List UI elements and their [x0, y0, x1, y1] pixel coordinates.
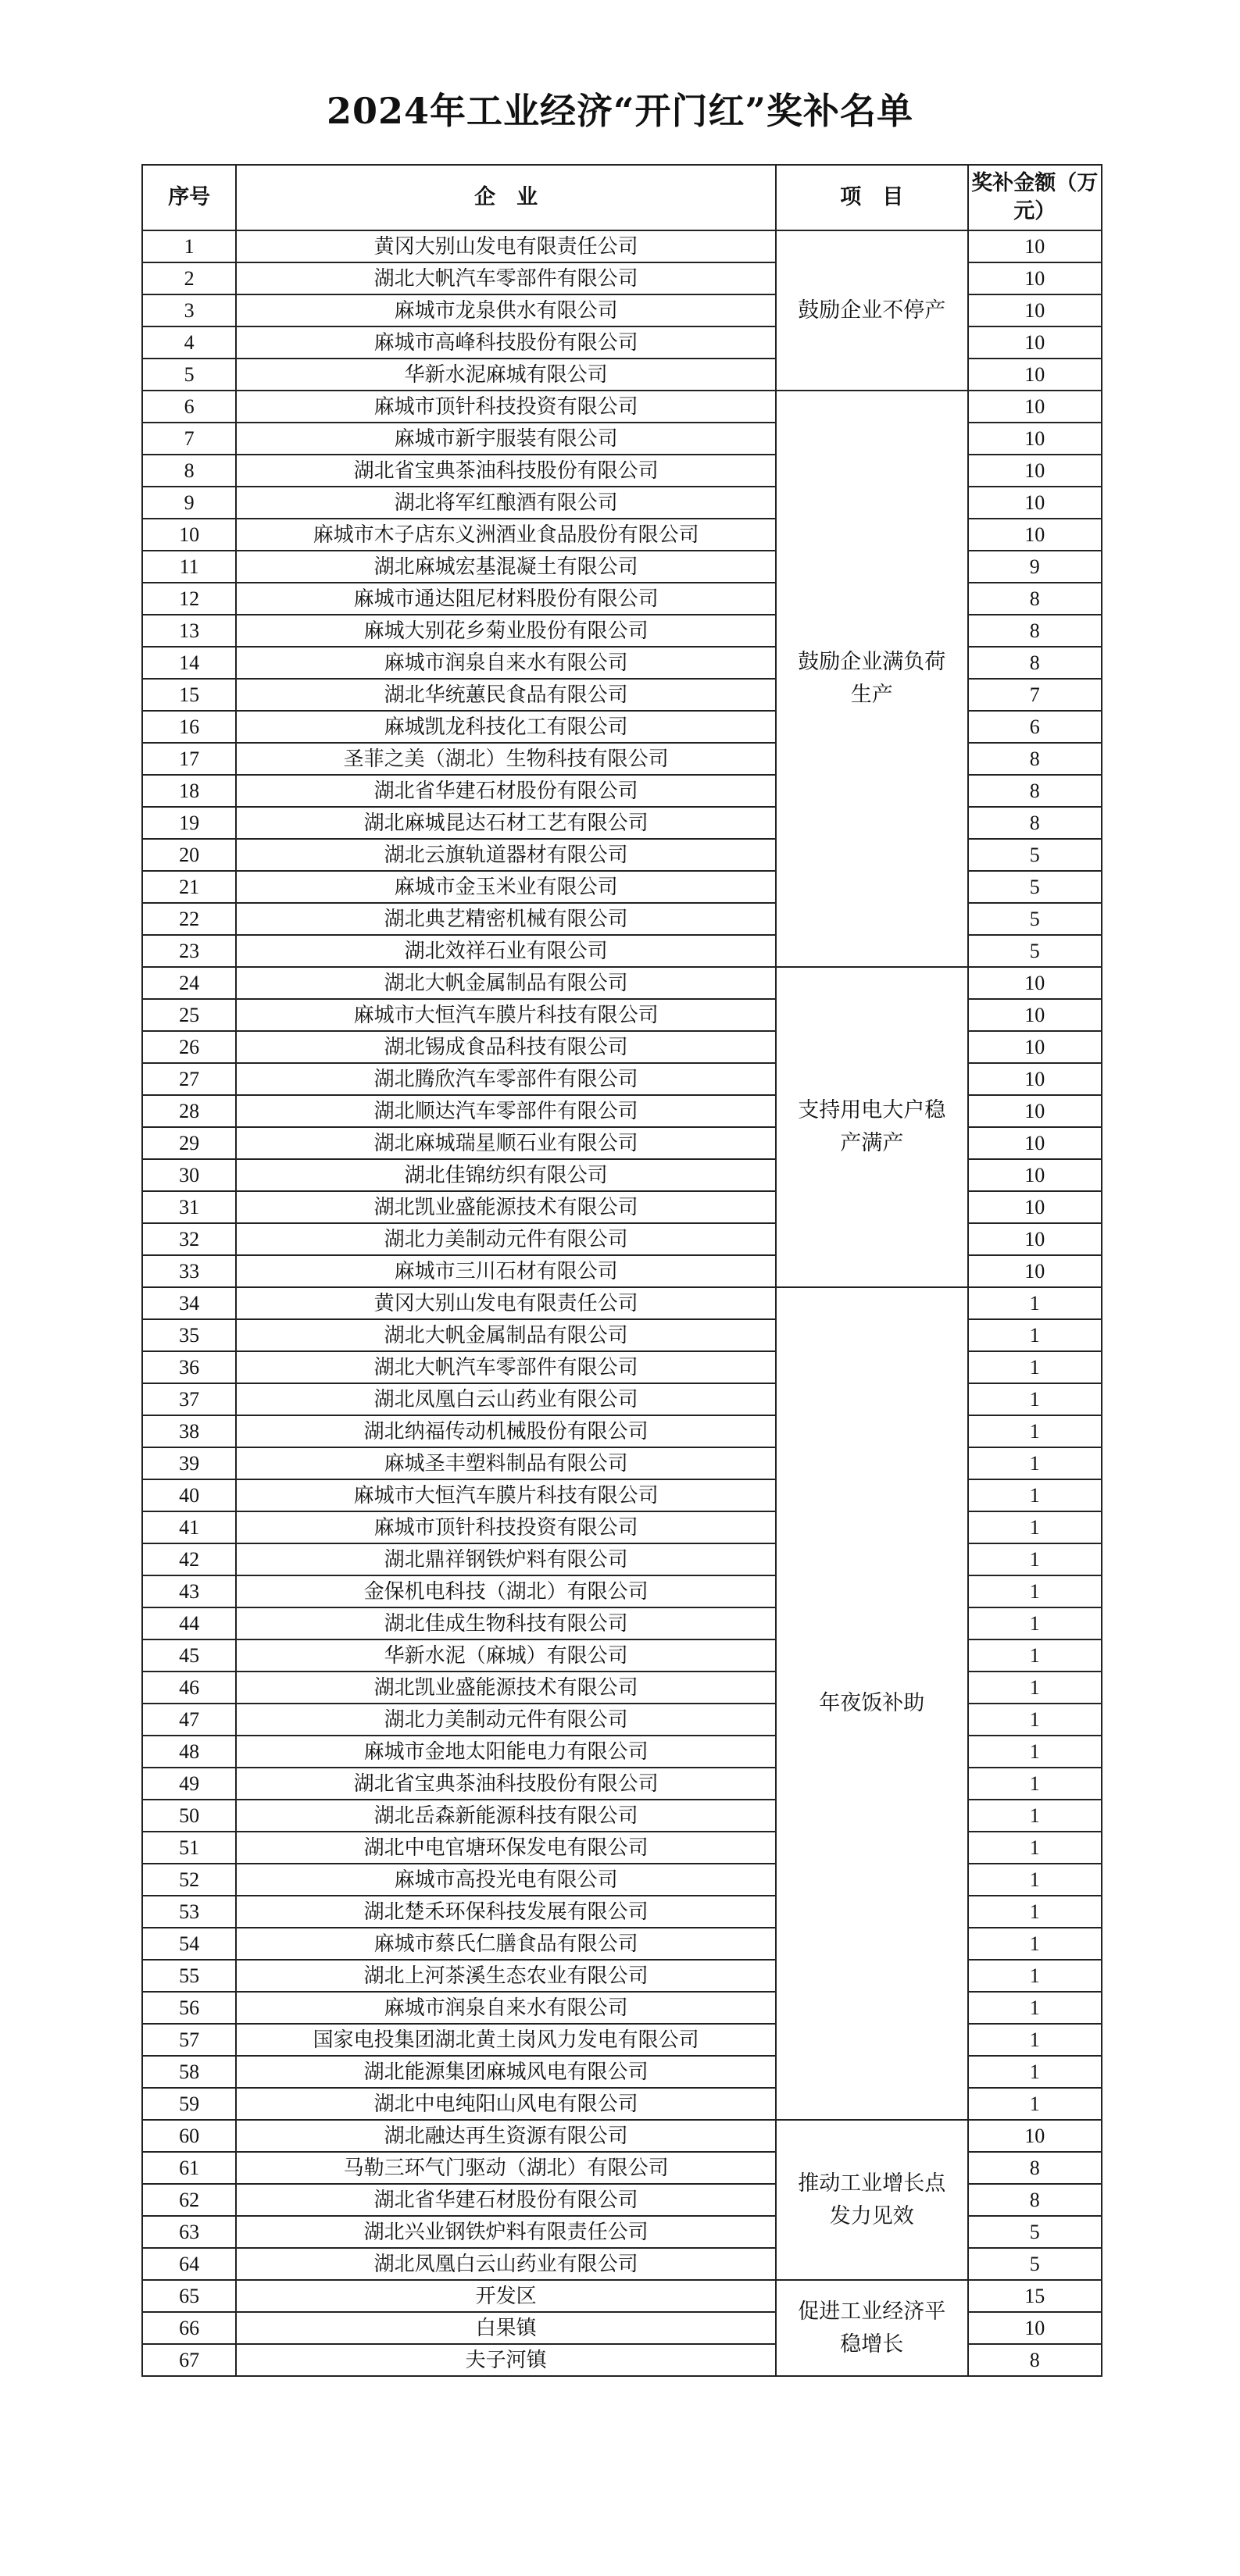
row-company: 湖北麻城宏基混凝土有限公司: [236, 551, 776, 583]
row-seq: 65: [142, 2280, 236, 2312]
row-seq: 22: [142, 903, 236, 935]
row-seq: 48: [142, 1736, 236, 1768]
row-amount: 10: [968, 1159, 1102, 1191]
row-amount: 10: [968, 1127, 1102, 1159]
row-amount: 1: [968, 1319, 1102, 1351]
row-seq: 32: [142, 1223, 236, 1255]
row-seq: 55: [142, 1960, 236, 1992]
award-table: [141, 164, 1102, 2377]
row-company: 湖北效祥石业有限公司: [236, 935, 776, 967]
row-amount: 10: [968, 262, 1102, 294]
row-company: 湖北云旗轨道器材有限公司: [236, 839, 776, 871]
row-company: 湖北纳福传动机械股份有限公司: [236, 1415, 776, 1447]
row-project: 年夜饭补助: [776, 1287, 968, 2120]
row-seq: 6: [142, 391, 236, 423]
row-company: 湖北中电官塘环保发电有限公司: [236, 1832, 776, 1864]
row-seq: 31: [142, 1191, 236, 1223]
row-company: 黄冈大别山发电有限责任公司: [236, 230, 776, 262]
row-seq: 8: [142, 455, 236, 487]
row-seq: 52: [142, 1864, 236, 1896]
row-amount: 5: [968, 2216, 1102, 2248]
row-amount: 1: [968, 1447, 1102, 1479]
row-amount: 10: [968, 359, 1102, 391]
row-amount: 1: [968, 2056, 1102, 2088]
row-seq: 37: [142, 1383, 236, 1415]
row-amount: 10: [968, 2120, 1102, 2152]
row-company: 湖北华统蕙民食品有限公司: [236, 679, 776, 711]
row-amount: 7: [968, 679, 1102, 711]
row-company: 马勒三环气门驱动（湖北）有限公司: [236, 2152, 776, 2184]
row-amount: 1: [968, 1800, 1102, 1832]
row-company: 湖北兴业钢铁炉料有限责任公司: [236, 2216, 776, 2248]
row-amount: 10: [968, 1095, 1102, 1127]
row-company: 麻城市金玉米业有限公司: [236, 871, 776, 903]
row-project: 鼓励企业不停产: [776, 230, 968, 391]
row-company: 湖北鼎祥钢铁炉料有限公司: [236, 1543, 776, 1575]
table-row: [142, 1287, 1102, 1319]
row-amount: 8: [968, 647, 1102, 679]
row-amount: 8: [968, 2184, 1102, 2216]
row-amount: 10: [968, 999, 1102, 1031]
row-company: 麻城市高投光电有限公司: [236, 1864, 776, 1896]
row-seq: 29: [142, 1127, 236, 1159]
row-amount: 1: [968, 1704, 1102, 1736]
row-amount: 10: [968, 230, 1102, 262]
row-amount: 5: [968, 903, 1102, 935]
row-company: 湖北顺达汽车零部件有限公司: [236, 1095, 776, 1127]
row-amount: 10: [968, 2312, 1102, 2344]
row-amount: 1: [968, 1960, 1102, 1992]
row-seq: 67: [142, 2344, 236, 2376]
header-company: 企 业: [236, 165, 776, 230]
row-amount: 1: [968, 1383, 1102, 1415]
row-amount: 5: [968, 2248, 1102, 2280]
page-title: 2024年工业经济“开门红”奖补名单: [327, 90, 913, 132]
row-company: 湖北凯业盛能源技术有限公司: [236, 1191, 776, 1223]
row-amount: 8: [968, 775, 1102, 807]
row-company: 湖北省宝典茶油科技股份有限公司: [236, 1768, 776, 1800]
row-company: 开发区: [236, 2280, 776, 2312]
row-seq: 66: [142, 2312, 236, 2344]
row-company: 圣菲之美（湖北）生物科技有限公司: [236, 743, 776, 775]
row-amount: 1: [968, 1768, 1102, 1800]
row-amount: 10: [968, 326, 1102, 359]
row-company: 湖北凤凰白云山药业有限公司: [236, 2248, 776, 2280]
row-seq: 12: [142, 583, 236, 615]
row-seq: 4: [142, 326, 236, 359]
table-row: [142, 391, 1102, 423]
row-amount: 15: [968, 2280, 1102, 2312]
row-amount: 6: [968, 711, 1102, 743]
row-amount: 1: [968, 1543, 1102, 1575]
row-company: 湖北佳成生物科技有限公司: [236, 1607, 776, 1639]
table-row: [142, 967, 1102, 999]
row-amount: 8: [968, 743, 1102, 775]
row-amount: 10: [968, 1031, 1102, 1063]
row-amount: 8: [968, 807, 1102, 839]
row-seq: 47: [142, 1704, 236, 1736]
row-company: 金保机电科技（湖北）有限公司: [236, 1575, 776, 1607]
row-amount: 1: [968, 1832, 1102, 1864]
row-seq: 18: [142, 775, 236, 807]
row-company: 麻城市顶针科技投资有限公司: [236, 1511, 776, 1543]
row-amount: 1: [968, 1351, 1102, 1383]
row-seq: 60: [142, 2120, 236, 2152]
row-seq: 3: [142, 294, 236, 326]
row-seq: 36: [142, 1351, 236, 1383]
row-amount: 10: [968, 1063, 1102, 1095]
row-seq: 44: [142, 1607, 236, 1639]
row-company: 国家电投集团湖北黄土岗风力发电有限公司: [236, 2024, 776, 2056]
row-seq: 20: [142, 839, 236, 871]
row-amount: 10: [968, 294, 1102, 326]
row-company: 黄冈大别山发电有限责任公司: [236, 1287, 776, 1319]
row-amount: 10: [968, 487, 1102, 519]
row-amount: 10: [968, 391, 1102, 423]
row-company: 麻城大别花乡菊业股份有限公司: [236, 615, 776, 647]
header-amount: 奖补金额（万元）: [968, 165, 1102, 230]
table-row: [142, 2120, 1102, 2152]
row-company: 湖北力美制动元件有限公司: [236, 1704, 776, 1736]
row-seq: 49: [142, 1768, 236, 1800]
row-company: 华新水泥麻城有限公司: [236, 359, 776, 391]
row-amount: 1: [968, 1928, 1102, 1960]
row-company: 湖北凯业盛能源技术有限公司: [236, 1672, 776, 1704]
row-amount: 1: [968, 1639, 1102, 1672]
row-project: 鼓励企业满负荷生产: [776, 391, 968, 967]
row-seq: 15: [142, 679, 236, 711]
row-company: 麻城市龙泉供水有限公司: [236, 294, 776, 326]
row-company: 麻城凯龙科技化工有限公司: [236, 711, 776, 743]
row-amount: 8: [968, 615, 1102, 647]
row-company: 湖北上河茶溪生态农业有限公司: [236, 1960, 776, 1992]
row-company: 湖北能源集团麻城风电有限公司: [236, 2056, 776, 2088]
row-company: 湖北省华建石材股份有限公司: [236, 2184, 776, 2216]
row-company: 湖北大帆金属制品有限公司: [236, 967, 776, 999]
row-amount: 1: [968, 1864, 1102, 1896]
row-seq: 59: [142, 2088, 236, 2120]
row-project: 促进工业经济平稳增长: [776, 2280, 968, 2376]
row-amount: 5: [968, 935, 1102, 967]
row-seq: 1: [142, 230, 236, 262]
row-seq: 63: [142, 2216, 236, 2248]
row-company: 麻城市金地太阳能电力有限公司: [236, 1736, 776, 1768]
row-seq: 24: [142, 967, 236, 999]
row-seq: 56: [142, 1992, 236, 2024]
row-amount: 5: [968, 839, 1102, 871]
row-seq: 27: [142, 1063, 236, 1095]
row-seq: 41: [142, 1511, 236, 1543]
row-seq: 13: [142, 615, 236, 647]
row-seq: 50: [142, 1800, 236, 1832]
row-amount: 8: [968, 2152, 1102, 2184]
row-seq: 26: [142, 1031, 236, 1063]
row-seq: 53: [142, 1896, 236, 1928]
row-amount: 1: [968, 1511, 1102, 1543]
row-amount: 10: [968, 1255, 1102, 1287]
row-seq: 64: [142, 2248, 236, 2280]
row-company: 湖北凤凰白云山药业有限公司: [236, 1383, 776, 1415]
row-company: 湖北佳锦纺织有限公司: [236, 1159, 776, 1191]
row-seq: 5: [142, 359, 236, 391]
row-company: 麻城市新宇服装有限公司: [236, 423, 776, 455]
row-amount: 10: [968, 423, 1102, 455]
row-amount: 1: [968, 1415, 1102, 1447]
row-seq: 46: [142, 1672, 236, 1704]
row-company: 湖北大帆汽车零部件有限公司: [236, 1351, 776, 1383]
row-company: 湖北省宝典茶油科技股份有限公司: [236, 455, 776, 487]
row-seq: 17: [142, 743, 236, 775]
row-company: 湖北典艺精密机械有限公司: [236, 903, 776, 935]
row-company: 麻城市顶针科技投资有限公司: [236, 391, 776, 423]
row-seq: 10: [142, 519, 236, 551]
row-seq: 61: [142, 2152, 236, 2184]
row-company: 麻城市高峰科技股份有限公司: [236, 326, 776, 359]
row-company: 湖北楚禾环保科技发展有限公司: [236, 1896, 776, 1928]
row-seq: 21: [142, 871, 236, 903]
row-amount: 1: [968, 2088, 1102, 2120]
row-amount: 10: [968, 519, 1102, 551]
row-seq: 33: [142, 1255, 236, 1287]
row-company: 麻城市大恒汽车膜片科技有限公司: [236, 1479, 776, 1511]
row-amount: 10: [968, 967, 1102, 999]
row-company: 麻城市蔡氏仁膳食品有限公司: [236, 1928, 776, 1960]
row-amount: 9: [968, 551, 1102, 583]
row-seq: 54: [142, 1928, 236, 1960]
row-amount: 10: [968, 1223, 1102, 1255]
row-company: 湖北力美制动元件有限公司: [236, 1223, 776, 1255]
row-seq: 45: [142, 1639, 236, 1672]
header-row: [142, 165, 1102, 230]
row-amount: 1: [968, 1575, 1102, 1607]
row-company: 麻城圣丰塑料制品有限公司: [236, 1447, 776, 1479]
row-seq: 57: [142, 2024, 236, 2056]
row-seq: 9: [142, 487, 236, 519]
row-amount: 8: [968, 2344, 1102, 2376]
row-amount: 10: [968, 455, 1102, 487]
row-seq: 14: [142, 647, 236, 679]
row-company: 湖北大帆汽车零部件有限公司: [236, 262, 776, 294]
row-seq: 51: [142, 1832, 236, 1864]
table-row: [142, 2280, 1102, 2312]
row-project: 推动工业增长点发力见效: [776, 2120, 968, 2280]
header-seq: 序号: [142, 165, 236, 230]
row-seq: 16: [142, 711, 236, 743]
row-amount: 1: [968, 1287, 1102, 1319]
row-seq: 28: [142, 1095, 236, 1127]
row-amount: 5: [968, 871, 1102, 903]
row-company: 麻城市润泉自来水有限公司: [236, 1992, 776, 2024]
row-company: 白果镇: [236, 2312, 776, 2344]
row-company: 湖北岳森新能源科技有限公司: [236, 1800, 776, 1832]
row-seq: 7: [142, 423, 236, 455]
row-project: 支持用电大户稳产满产: [776, 967, 968, 1287]
row-company: 麻城市大恒汽车膜片科技有限公司: [236, 999, 776, 1031]
row-amount: 1: [968, 1736, 1102, 1768]
row-amount: 1: [968, 1672, 1102, 1704]
row-amount: 8: [968, 583, 1102, 615]
row-company: 麻城市通达阻尼材料股份有限公司: [236, 583, 776, 615]
row-company: 湖北麻城瑞星顺石业有限公司: [236, 1127, 776, 1159]
row-seq: 2: [142, 262, 236, 294]
row-company: 华新水泥（麻城）有限公司: [236, 1639, 776, 1672]
row-company: 夫子河镇: [236, 2344, 776, 2376]
row-company: 麻城市润泉自来水有限公司: [236, 647, 776, 679]
row-company: 湖北麻城昆达石材工艺有限公司: [236, 807, 776, 839]
row-seq: 38: [142, 1415, 236, 1447]
row-amount: 1: [968, 1479, 1102, 1511]
row-seq: 34: [142, 1287, 236, 1319]
row-amount: 1: [968, 1896, 1102, 1928]
row-amount: 1: [968, 2024, 1102, 2056]
row-amount: 1: [968, 1607, 1102, 1639]
row-seq: 35: [142, 1319, 236, 1351]
row-company: 湖北省华建石材股份有限公司: [236, 775, 776, 807]
row-company: 麻城市三川石材有限公司: [236, 1255, 776, 1287]
row-seq: 42: [142, 1543, 236, 1575]
row-seq: 30: [142, 1159, 236, 1191]
row-company: 麻城市木子店东义洲酒业食品股份有限公司: [236, 519, 776, 551]
row-company: 湖北融达再生资源有限公司: [236, 2120, 776, 2152]
row-seq: 19: [142, 807, 236, 839]
table-row: [142, 230, 1102, 262]
table-body: [142, 230, 1102, 2376]
row-company: 湖北腾欣汽车零部件有限公司: [236, 1063, 776, 1095]
row-seq: 39: [142, 1447, 236, 1479]
row-seq: 40: [142, 1479, 236, 1511]
row-seq: 58: [142, 2056, 236, 2088]
row-seq: 25: [142, 999, 236, 1031]
row-company: 湖北大帆金属制品有限公司: [236, 1319, 776, 1351]
row-company: 湖北锡成食品科技有限公司: [236, 1031, 776, 1063]
row-seq: 43: [142, 1575, 236, 1607]
row-company: 湖北将军红酿酒有限公司: [236, 487, 776, 519]
row-amount: 10: [968, 1191, 1102, 1223]
header-project: 项 目: [776, 165, 968, 230]
row-seq: 11: [142, 551, 236, 583]
row-amount: 1: [968, 1992, 1102, 2024]
row-seq: 62: [142, 2184, 236, 2216]
row-seq: 23: [142, 935, 236, 967]
row-company: 湖北中电纯阳山风电有限公司: [236, 2088, 776, 2120]
